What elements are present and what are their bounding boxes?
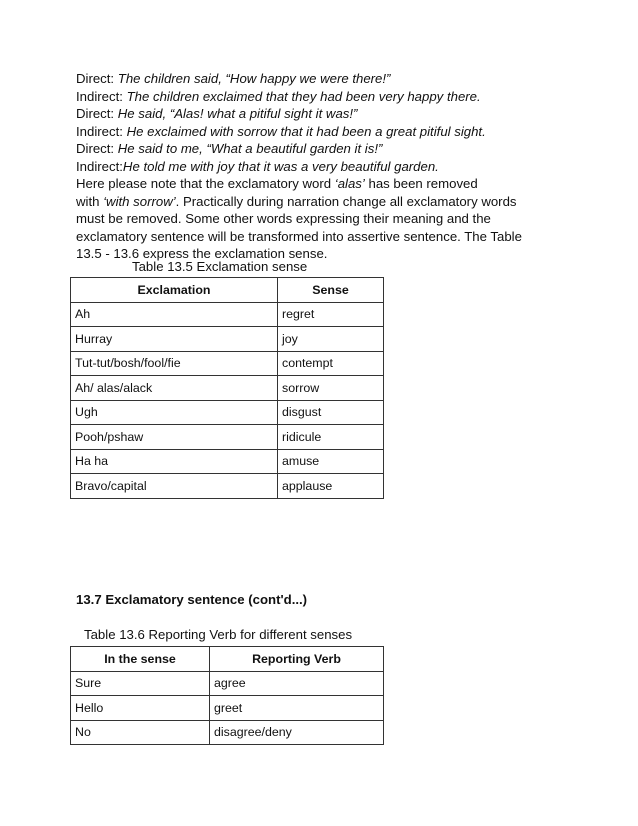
cell-reporting-verb: disagree/deny (210, 720, 384, 745)
cell-sense: Sure (71, 671, 210, 696)
reporting-verb-table (70, 646, 384, 745)
narration-line-4 (76, 123, 576, 141)
column-header-reporting-verb: Reporting Verb (210, 647, 384, 672)
table-row (71, 696, 384, 721)
column-header-sense: Sense (278, 278, 384, 303)
narration-text: He exclaimed with sorrow that it had been a great pitiful sight. (122, 123, 486, 139)
cell-sense: applause (278, 474, 384, 499)
table-header-row (71, 278, 384, 303)
table-row (71, 720, 384, 745)
cell-sense: No (71, 720, 210, 745)
note-emphasis: ‘with sorrow’ (103, 193, 176, 209)
narration-label: Direct: (76, 106, 115, 121)
cell-sense: sorrow (278, 376, 384, 401)
cell-sense: regret (278, 302, 384, 327)
table-row (71, 351, 384, 376)
cell-sense: joy (278, 327, 384, 352)
cell-sense: Hello (71, 696, 210, 721)
cell-exclamation: Hurray (71, 327, 278, 352)
narration-text: He said to me, “What a beautiful garden it is!” (114, 141, 383, 156)
narration-text: The children exclaimed that they had been very happy there. (122, 88, 481, 104)
table-row (71, 302, 384, 327)
note-line-1 (76, 175, 576, 193)
cell-exclamation: Ha ha (71, 449, 278, 474)
narration-examples (76, 70, 576, 263)
note-line-2 (76, 193, 576, 211)
narration-line-1 (76, 70, 576, 88)
exclamation-sense-table (70, 277, 384, 499)
note-text: . Practically during narration change all exclamatory words (175, 193, 517, 209)
cell-exclamation: Ah (71, 302, 278, 327)
narration-label: Indirect: (76, 158, 123, 174)
cell-reporting-verb: agree (210, 671, 384, 696)
note-line-5: 13.5 - 13.6 express the exclamation sense. (76, 246, 328, 261)
note-emphasis: ‘alas’ (334, 176, 365, 191)
cell-sense: amuse (278, 449, 384, 474)
section-heading: 13.7 Exclamatory sentence (cont'd...) (76, 592, 308, 607)
table-row (71, 327, 384, 352)
cell-sense: ridicule (278, 425, 384, 450)
table-row (71, 474, 384, 499)
narration-text: The children said, “How happy we were there!” (114, 71, 391, 86)
table-13-6-caption: Table 13.6 Reporting Verb for different senses (84, 627, 353, 642)
column-header-in-the-sense: In the sense (71, 647, 210, 672)
narration-label: Direct: (76, 71, 115, 86)
column-header-exclamation: Exclamation (71, 278, 278, 303)
note-text: Here please note that the exclamatory word (76, 176, 335, 191)
cell-sense: disgust (278, 400, 384, 425)
cell-exclamation: Tut-tut/bosh/fool/fie (71, 351, 278, 376)
cell-reporting-verb: greet (210, 696, 384, 721)
table-row (71, 400, 384, 425)
narration-text: He said, “Alas! what a pitiful sight it was!” (114, 106, 358, 121)
note-line-4: exclamatory sentence will be transformed into assertive sentence. The Table (76, 228, 522, 244)
note-text: with (76, 193, 104, 209)
narration-label: Indirect: (76, 88, 123, 104)
table-13-5-caption: Table 13.5 Exclamation sense (132, 259, 308, 274)
table-row (71, 449, 384, 474)
narration-line-3 (76, 105, 576, 123)
cell-exclamation: Ah/ alas/alack (71, 376, 278, 401)
cell-sense: contempt (278, 351, 384, 376)
cell-exclamation: Bravo/capital (71, 474, 278, 499)
cell-exclamation: Ugh (71, 400, 278, 425)
note-line-3: must be removed. Some other words expressing their meaning and the (76, 211, 491, 226)
cell-exclamation: Pooh/pshaw (71, 425, 278, 450)
narration-line-5 (76, 140, 576, 158)
table-row (71, 376, 384, 401)
table-row (71, 671, 384, 696)
narration-label: Direct: (76, 141, 115, 156)
narration-line-6 (76, 158, 576, 176)
note-text: has been removed (364, 176, 478, 191)
narration-text: He told me with joy that it was a very beautiful garden. (122, 158, 439, 174)
table-header-row (71, 647, 384, 672)
table-row (71, 425, 384, 450)
narration-line-2 (76, 88, 576, 106)
narration-label: Indirect: (76, 123, 123, 139)
